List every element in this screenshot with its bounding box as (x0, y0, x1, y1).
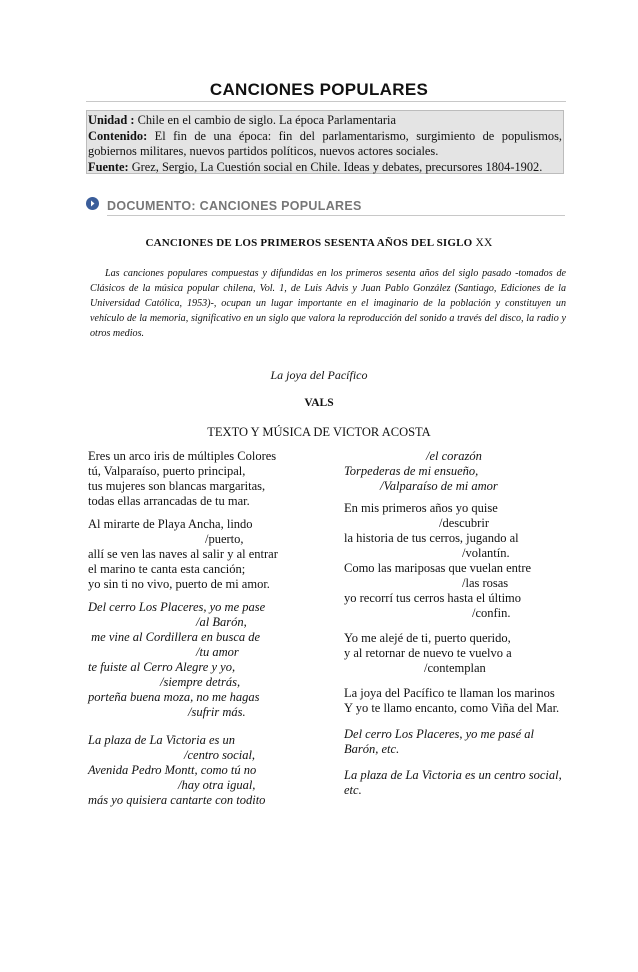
song-author: TEXTO Y MÚSICA DE VICTOR ACOSTA (207, 425, 431, 439)
contenido-row (88, 129, 562, 160)
subtitle-text: CANCIONES DE LOS PRIMEROS SESENTA AÑOS DEL SIGLO (145, 237, 473, 249)
lyric-line: /descubrir (439, 516, 489, 530)
lyrics-right-column (344, 449, 569, 798)
contenido-value: El fin de una época: fin del parlamentarismo, surgimiento de populismos, gobiernos militares, nuevos partidos políticos, nuevos actores sociales. (88, 128, 562, 158)
lyric-line: Y yo te llamo encanto, como Viña del Mar. (344, 701, 560, 715)
unidad-label: Unidad : (88, 113, 135, 127)
lyric-line: Torpederas de mi ensueño, (344, 464, 479, 478)
fuente-row (88, 160, 562, 176)
intro-paragraph: Las canciones populares compuestas y difundidas en los primeros sesenta años del siglo pasado -tomados de Clásicos de la música popular chilena, Vol. 1, de Luis Advis y Juan Pablo González (Santiago, Ediciones de la Universidad Católica, 1953)-, ocupan un lugar importante en el imaginario de la población y constituyen un vehículo de la memoria, significativo en un siglo que valora la reproducción del sonido a través del disco, la radio y otros medios. (90, 268, 566, 339)
lyric-line: /confin. (472, 606, 511, 620)
lyric-line: /siempre detrás, (160, 675, 241, 689)
lyric-line: la historia de tus cerros, jugando al (344, 531, 519, 545)
lyric-line: /contemplan (424, 661, 486, 675)
lyric-line: todas ellas arrancadas de tu mar. (88, 494, 250, 508)
lyric-line: /Valparaíso de mi amor (380, 479, 498, 493)
lyric-line: /sufrir más. (188, 705, 246, 719)
arrow-circle-icon (86, 197, 99, 210)
song-title: La joya del Pacífico (270, 368, 368, 382)
lyric-line: /tu amor (196, 645, 239, 659)
lyric-line: yo sin ti no vivo, puerto de mi amor. (88, 577, 270, 591)
lyric-line: y al retornar de nuevo te vuelvo a (344, 646, 512, 660)
fuente-label: Fuente: (88, 159, 129, 174)
lyric-line: /centro social, (184, 748, 256, 762)
page-title: CANCIONES POPULARES (209, 80, 429, 99)
lyric-line: allí se ven las naves al salir y al entrar (88, 547, 278, 561)
lyric-line: /hay otra igual, (178, 778, 256, 792)
lyric-line: /el corazón (426, 449, 482, 463)
lyric-line: te fuiste al Cerro Alegre y yo, (88, 660, 236, 674)
lyric-line: Barón, etc. (344, 742, 400, 756)
unidad-row (88, 113, 562, 129)
lyric-line: La plaza de La Victoria es un centro social, (344, 768, 562, 782)
song-genre: VALS (304, 397, 334, 409)
lyric-line: /puerto, (205, 532, 244, 546)
lyric-line: /al Barón, (196, 615, 247, 629)
lyric-line: Como las mariposas que vuelan entre (344, 561, 532, 575)
lyric-line: Eres un arco iris de múltiples Colores (88, 449, 277, 463)
lyric-line: Al mirarte de Playa Ancha, lindo (88, 517, 253, 531)
document-subtitle (0, 237, 638, 249)
lyric-line: tus mujeres son blancas margaritas, (88, 479, 266, 493)
lyric-line: En mis primeros años yo quise (344, 501, 498, 515)
lyric-line: /las rosas (462, 576, 509, 590)
lyric-line: porteña buena moza, no me hagas (88, 690, 260, 704)
lyric-line: tú, Valparaíso, puerto principal, (88, 464, 246, 478)
lyric-line: Del cerro Los Placeres, yo me pasé al (344, 727, 535, 741)
section-heading: DOCUMENTO: CANCIONES POPULARES (107, 199, 362, 213)
section-divider (107, 215, 565, 216)
lyric-line: Yo me alejé de ti, puerto querido, (344, 631, 511, 645)
lyric-line: La joya del Pacífico te llaman los marinos (344, 686, 555, 700)
lyric-line: Avenida Pedro Montt, como tú no (88, 763, 257, 777)
contenido-label: Contenido: (88, 128, 148, 143)
lyric-line: Del cerro Los Placeres, yo me pase (88, 600, 266, 614)
subtitle-suffix: XX (472, 237, 493, 249)
lyric-line: La plaza de La Victoria es un (88, 733, 235, 747)
lyric-line: me vine al Cordillera en busca de (88, 630, 261, 644)
lyrics-left-column (88, 449, 338, 808)
info-box (86, 110, 564, 174)
fuente-value: Grez, Sergio, La Cuestión social en Chile. Ideas y debates, precursores 1804-1902. (128, 159, 543, 174)
lyric-line: etc. (344, 783, 362, 797)
title-divider (86, 101, 566, 102)
lyric-line: /volantín. (462, 546, 510, 560)
lyric-line: más yo quisiera cantarte con todito (88, 793, 266, 807)
lyric-line: el marino te canta esta canción; (88, 562, 246, 576)
lyric-line: yo recorrí tus cerros hasta el último (344, 591, 522, 605)
unidad-value: Chile en el cambio de siglo. La época Parlamentaria (134, 113, 396, 127)
